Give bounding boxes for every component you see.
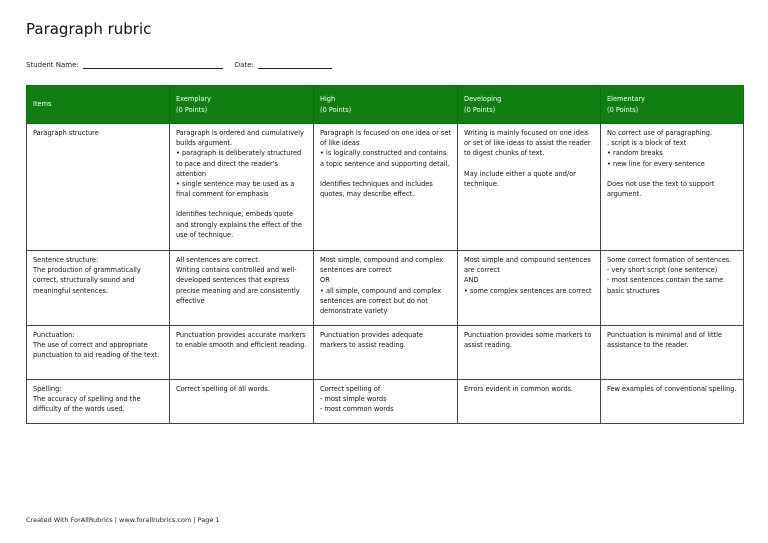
header-elementary: Elementary (0 Points) <box>601 86 744 124</box>
cell-text: - most simple words <box>320 395 387 404</box>
sentence-structure-elementary-cell <box>601 251 744 326</box>
item-cell-paragraph-structure <box>27 124 170 251</box>
student-name-field[interactable] <box>83 60 223 69</box>
cell-text: The production of grammatically correct, structurally sound and meaningful sentences. <box>33 266 141 295</box>
rubric-row-spelling <box>27 380 744 424</box>
cell-text: • is logically constructed and contains a topic sentence and supporting detail. <box>320 149 450 168</box>
paragraph-structure-elementary-cell <box>601 124 744 251</box>
punctuation-developing-cell <box>458 326 601 380</box>
date-label: Date: <box>234 61 254 69</box>
paragraph-gap <box>176 199 307 209</box>
cell-text: Paragraph structure <box>33 129 99 137</box>
cell-text: The accuracy of spelling and the difficulty of the words used. <box>33 395 141 414</box>
paragraph-gap <box>607 169 737 179</box>
cell-text: Punctuation provides some markers to assist reading. <box>464 331 592 350</box>
item-cell-punctuation <box>27 326 170 380</box>
cell-text: Writing is mainly focused on one idea or set of like ideas to assist the reader to digest chunks of text. <box>464 129 591 158</box>
punctuation-exemplary-cell <box>170 326 314 380</box>
cell-text: Writing contains controlled and well-developed sentences that express precise meaning and are consistently effective <box>176 266 300 305</box>
cell-text: - most sentences contain the same basic structures <box>607 276 724 295</box>
cell-text: Errors evident in common words. <box>464 385 574 393</box>
cell-text: Correct spelling of all words. <box>176 385 270 393</box>
cell-text: Paragraph is ordered and cumulatively builds argument. <box>176 129 304 148</box>
cell-text: - very short script (one sentence) <box>607 266 718 275</box>
student-info-line <box>26 60 332 69</box>
cell-text: Paragraph is focused on one idea or set of like ideas <box>320 129 451 148</box>
rubric-row-paragraph-structure <box>27 124 744 251</box>
cell-text: • random breaks <box>607 149 663 158</box>
spelling-exemplary-cell <box>170 380 314 424</box>
header-exemplary: Exemplary (0 Points) <box>170 86 314 124</box>
cell-text: Punctuation provides accurate markers to enable smooth and efficient reading. <box>176 331 307 350</box>
cell-text: • paragraph is deliberately structured to pace and direct the reader's attention <box>176 149 302 178</box>
sentence-structure-high-cell <box>314 251 458 326</box>
cell-text: Some correct formation of sentences. <box>607 256 732 264</box>
paragraph-structure-exemplary-cell <box>170 124 314 251</box>
spelling-high-cell <box>314 380 458 424</box>
spelling-elementary-cell <box>601 380 744 424</box>
footer-text: Created With ForAllRubrics | www.forallrubrics.com | Page 1 <box>26 516 220 524</box>
spelling-developing-cell <box>458 380 601 424</box>
paragraph-gap <box>464 159 594 169</box>
cell-text: Identifies techniques and includes quotes, may describe effect. <box>320 179 433 199</box>
rubric-row-sentence-structure <box>27 251 744 326</box>
page-title: Paragraph rubric <box>26 20 152 38</box>
cell-text: Punctuation: <box>33 331 75 339</box>
cell-text: . script is a block of text <box>607 139 687 148</box>
cell-text: Punctuation provides adequate markers to assist reading. <box>320 331 423 350</box>
cell-text: • new line for every sentence <box>607 159 705 168</box>
punctuation-elementary-cell <box>601 326 744 380</box>
header-items: Items <box>27 86 170 124</box>
cell-text: Spelling: <box>33 385 62 393</box>
cell-text: Sentence structure: <box>33 256 99 264</box>
cell-text: Does not use the text to support argument. <box>607 179 715 199</box>
paragraph-gap <box>320 169 451 179</box>
cell-text: - most common words <box>320 405 394 414</box>
sentence-structure-exemplary-cell <box>170 251 314 326</box>
cell-text: OR <box>320 276 330 285</box>
rubric-row-punctuation <box>27 326 744 380</box>
paragraph-structure-high-cell <box>314 124 458 251</box>
cell-text: Most simple, compound and complex sentences are correct <box>320 256 444 275</box>
cell-text: • single sentence may be used as a final comment for emphasis <box>176 180 295 199</box>
paragraph-structure-developing-cell <box>458 124 601 251</box>
cell-text: AND <box>464 276 479 285</box>
item-cell-spelling <box>27 380 170 424</box>
punctuation-high-cell <box>314 326 458 380</box>
student-name-label: Student Name: <box>26 61 79 69</box>
header-high: High (0 Points) <box>314 86 458 124</box>
cell-text: May include either a quote and/or technique. <box>464 169 576 188</box>
cell-text: No correct use of paragraphing. <box>607 129 713 137</box>
cell-text: All sentences are correct. <box>176 256 260 264</box>
cell-text: • all simple, compound and complex sentences are correct but do not demonstrate variety <box>320 286 442 316</box>
date-field[interactable] <box>258 60 332 69</box>
cell-text: Most simple and compound sentences are correct <box>464 256 591 275</box>
cell-text: • some complex sentences are correct <box>464 286 592 295</box>
item-cell-sentence-structure <box>27 251 170 326</box>
sentence-structure-developing-cell <box>458 251 601 326</box>
header-row <box>27 86 744 124</box>
cell-text: Identifies technique, embeds quote and strongly explains the effect of the use of technique. <box>176 210 302 239</box>
cell-text: Correct spelling of <box>320 385 381 393</box>
cell-text: Punctuation is minimal and of little assistance to the reader. <box>607 331 723 350</box>
header-developing: Developing (0 Points) <box>458 86 601 124</box>
cell-text: Few examples of conventional spelling. <box>607 385 737 393</box>
cell-text: The use of correct and appropriate punctuation to aid reading of the text. <box>33 341 160 360</box>
rubric-table <box>26 85 744 424</box>
